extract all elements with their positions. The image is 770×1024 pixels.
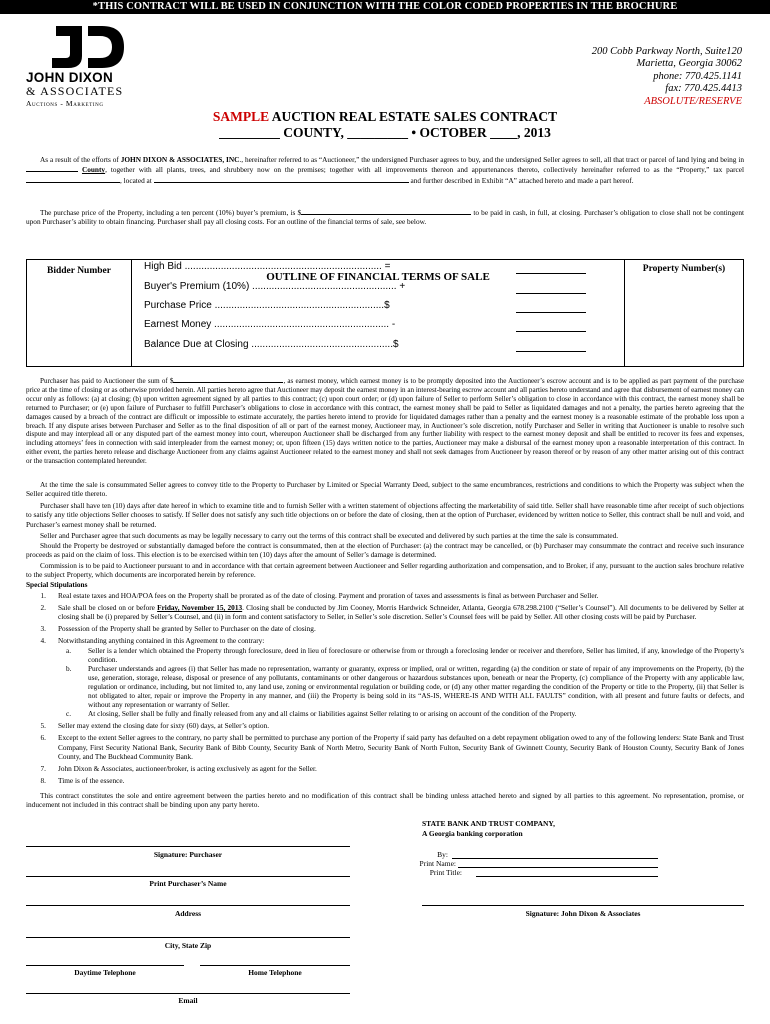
term-row-balance-due — [144, 339, 574, 350]
damage-paragraph: Should the Property be destroyed or substantially damaged before the contract is consummated, then at the election of Purchaser: (a) the contract may be cancelled, or (b) Purchaser may consummate the contract and receive such insurance proceeds as paid on the claim of loss. This election is to be exercised within ten (10) days after the amount of Seller’s damage is determined. — [26, 541, 744, 560]
daytime-phone-label: Daytime Telephone — [74, 968, 136, 977]
bidder-number-cell[interactable] — [27, 260, 132, 367]
item-number: 4. — [40, 636, 46, 646]
subitem-letter: c. — [66, 709, 72, 719]
item-number: 5. — [40, 721, 46, 731]
by-label: By: — [437, 850, 448, 859]
daytime-phone-line[interactable] — [26, 965, 184, 966]
bank-name: STATE BANK AND TRUST COMPANY, — [422, 819, 556, 828]
auction-type: ABSOLUTE/RESERVE — [644, 95, 742, 107]
purchaser-signature-line[interactable] — [26, 846, 350, 847]
buyers-premium-blank[interactable] — [516, 293, 586, 294]
term-row-high-bid — [144, 261, 574, 272]
item-number: 3. — [40, 624, 46, 634]
term-dots: ....................................................................... — [184, 261, 382, 272]
subitem-text: At closing, Seller shall be fully and finally released from any and all claims or liabilities against Seller relating to or arising on account of the condition of the Property. — [88, 709, 577, 719]
earnest-money-blank[interactable] — [516, 331, 586, 332]
top-banner: *THIS CONTRACT WILL BE USED IN CONJUNCTION WITH THE COLOR CODED PROPERTIES IN THE BROCHURE — [0, 0, 770, 14]
location-blank[interactable] — [154, 175, 409, 183]
intro-text-b: ., hereinafter referred to as “Auctioneer,” the undersigned Purchaser agrees to buy, and the undersigned Seller agrees to sell, all that tract or parcel of land lying and being in — [239, 155, 745, 164]
price-text-b: to be paid in cash, in full, at closing. Purchaser’s obligation to close shall not be contingent upon Purchaser’s ability to obtain financing. Purchaser shall pay all closing costs. For an outline of the financial terms of sale, see below. — [26, 208, 744, 227]
stipulation-item — [26, 776, 744, 785]
term-symbol: - — [391, 319, 396, 330]
print-title-line[interactable] — [476, 876, 658, 877]
intro-text-c: , together with all plants, trees, and shrubbery now on the premises; together with all improvements thereon and appurtenances thereto, collectively hereinafter referred to as the “Property,” tax parcel — [105, 165, 744, 175]
term-dots: .................................................... — [252, 281, 397, 292]
term-row-earnest-money — [144, 319, 574, 330]
title-conveyance-paragraph: At the time the sale is consummated Seller agrees to convey title to the Property to Purchaser by Limited or Special Warranty Deed, subject to the same encumbrances, restrictions and conditions to which the Property was subject when the Seller acquired title thereto. — [26, 480, 744, 499]
county-blank[interactable] — [26, 164, 78, 172]
stipulation-item — [26, 721, 744, 730]
item-text: Notwithstanding anything contained in this Agreement to the contrary: — [58, 636, 265, 646]
bidder-number-label: Bidder Number — [47, 266, 111, 276]
item-number: 2. — [40, 603, 46, 613]
bank-print-name-line[interactable] — [458, 867, 658, 868]
property-number-cell[interactable] — [625, 260, 744, 367]
address-line-1: 200 Cobb Parkway North, Suite120 — [591, 46, 742, 57]
print-name-label: Print Purchaser’s Name — [149, 879, 227, 888]
item-text: Seller may extend the closing date for sixty (60) days, at Seller’s option. — [58, 721, 270, 731]
term-label: Balance Due at Closing — [144, 339, 252, 350]
closing-date: Friday, November 15, 2013 — [157, 603, 243, 613]
stipulation-item — [26, 733, 744, 760]
stipulation-item — [26, 591, 744, 600]
item-text: Except to the extent Seller agrees to the contrary, no party shall be permitted to purchase any portion of the Property if said party has defaulted on a debt repayment obligation owed to any of the following lenders: State Bank and Trust Company, First Security National Bank, Security Bank of Bibb County, Security Bank of North Metro, Security Bank of North Fulton, Security Bank of Gwinnett County, Security Bank of Houston County, Security Bank of Jones County, and The Buckhead Community Bank. — [58, 733, 744, 761]
term-symbol: + — [399, 281, 406, 292]
address-label: Address — [174, 909, 202, 918]
stipulation-subitem — [66, 709, 744, 718]
intro-text-d: , located at — [120, 175, 154, 185]
item-number: 8. — [40, 775, 46, 785]
city-label: City, State Zip — [164, 941, 212, 950]
term-symbol: = — [384, 261, 391, 272]
address-phone: phone: 770.425.1141 — [653, 70, 742, 82]
item-text: . Closing shall be conducted by Jim Cooney, Morris Hardwick Schneider, Atlanta, Georgia 678.298.2100 (“Seller’s Counsel”). All documents to be delivered by Seller at closing shall be (i) prepared by Seller’s Counsel, and (ii) in form and content satisfactory to Seller, in Seller’s sole discretion. Seller’s Counsel fees will be paid by Seller. All other closing costs will be paid by Purchaser. — [58, 603, 745, 622]
city-line[interactable] — [26, 937, 350, 938]
item-text: Time is of the essence. — [58, 775, 125, 785]
by-line[interactable] — [452, 858, 658, 859]
high-bid-blank[interactable] — [516, 273, 586, 274]
term-dots: ................................................... — [251, 339, 393, 350]
subitem-letter: b. — [66, 663, 72, 673]
item-text: Real estate taxes and HOA/POA fees on the Property shall be prorated as of the date of closing. Payment and proration of taxes and assessments is final as between Purchaser and Seller. — [58, 591, 599, 601]
address-fax: fax: 770.425.4413 — [665, 83, 742, 95]
term-label: Purchase Price — [144, 300, 215, 311]
jda-signature-label: Signature: John Dixon & Associates — [525, 909, 641, 918]
entire-agreement-paragraph: This contract constitutes the sole and entire agreement between the parties hereto and no modification of this contract shall be binding unless attached hereto and signed by all parties to this agreement. No representation, promise, or inducement not included in this contract shall be binding upon any party hereto. — [26, 791, 744, 810]
stipulation-item — [26, 764, 744, 773]
earnest-money-paragraph — [26, 375, 744, 466]
address-line-2: Marietta, Georgia 30062 — [636, 58, 742, 70]
term-row-buyers-premium — [144, 281, 574, 292]
bank-subtitle: A Georgia banking corporation — [422, 828, 523, 838]
intro-text-a: As a result of the efforts of — [40, 155, 121, 164]
earnest-text-b: , as earnest money, which earnest money is to be promptly deposited into the Auctioneer’s escrow account and is to be applied as part payment of the purchase price at the time of closing or as otherwise provided herein. All parties hereto agree that Auctioneer may deposit the earnest money in an interest-bearing escrow account and all parties hereto understand and agree that disbursement of earnest money can occur only as follows: (a) at closing; (b) upon written agreement signed by all parties to this contract; (c) upon court order; or (d) upon failure of Seller to perform Seller’s obligation to close in accordance with this contract, the earnest money shall be returned to Purchaser; or (e) upon failure of Purchaser to fulfill Purchaser’s obligations to close in accordance with this contract, the earnest money shall be paid to Seller as liquidated damages and not a penalty, the parties hereto agreeing that the damages caused by a breach of the contract are difficult or impossible to estimate accurately, the parties hereto intend to provide for liquidated damages rather than a penalty and the earnest money is a reasonable estimate of the probable loss upon a breach. If any dispute arises between Purchaser and Seller as to the final disposition of all or part of the earnest money, Auctioneer may, in Auctioneer’s sole discretion, notify Purchaser and Seller in writing that Auctioneer is unable to resolve such dispute and may interplead all or any disputed part of the earnest money into court, whereupon Auctioneer shall be discharged from any further liability with respect to the earnest money deposit and shall be entitled to recover its fees and expenses, including attorneys’ fees in connection with said interpleader from the earnest money; or, upon fifteen (15) days written notice to the parties, Auctioneer may make a disbursal of the earnest money upon a reasonable interpretation of this contract. In either event, the parties hereto release and discharge Auctioneer from any claims against Auctioneer related to the earnest money and shall not seek damages from Auctioneer by reason thereof or by reason of any other matter arising out of this contract or the transaction contemplated hereunder. — [26, 377, 744, 466]
term-dots: ............................................................... — [214, 319, 390, 330]
intro-text-e: and further described in Exhibit “A” attached hereto and made a part hereof. — [408, 175, 634, 185]
company-logo — [26, 22, 146, 112]
title-sample: SAMPLE — [212, 109, 270, 124]
email-line[interactable] — [26, 993, 350, 994]
term-symbol: $ — [393, 339, 399, 350]
term-label: Earnest Money — [144, 319, 215, 330]
term-label: High Bid — [144, 261, 185, 272]
home-phone-label: Home Telephone — [248, 968, 302, 977]
stipulation-subitem — [66, 646, 744, 664]
purchaser-signature-label: Signature: Purchaser — [153, 850, 223, 859]
subitem-letter: a. — [66, 645, 72, 655]
company-address — [592, 46, 742, 108]
term-dots: ............................................................. — [214, 300, 385, 311]
title-main: AUCTION REAL ESTATE SALES CONTRACT — [269, 109, 558, 124]
logo-tagline: Auctions - Marketing — [26, 99, 104, 108]
logo-name: JOHN DIXON — [26, 70, 114, 85]
purchase-price-amount-blank[interactable] — [516, 312, 586, 313]
special-stipulations-heading: Special Stipulations — [26, 580, 88, 589]
property-number-label: Property Number(s) — [642, 264, 726, 274]
intro-county: County — [81, 165, 106, 175]
item-text: John Dixon & Associates, auctioneer/broker, is acting exclusively as agent for the Seller. — [58, 763, 317, 773]
purchase-price-blank[interactable] — [301, 207, 471, 215]
term-row-purchase-price — [144, 300, 574, 311]
logo-associates: & ASSOCIATES — [26, 84, 124, 98]
subitem-text: Purchaser understands and agrees (i) that Seller has made no representation, warranty or guaranty, express or implied, oral or written, regarding (a) the condition or state of repair of any improvements on the Property, (b) the use, generation, storage, release, disposal or presence of any pollutants, contaminants or other dangerous or hazardous substances upon, beneath or near the Property, (c) compliance of the Property with any applicable law, regulation or ordinance, including, but not limited to, any land use, zoning or environmental regulation or building code, or (d) any other matter regarding the condition of the Property or title to the Property, (ii) that Seller is not obligated to alter, repair or improve the Property in any manner, and (iii) the Property is being sold in its “AS-IS, WHERE-IS AND WITH ALL FAULTS” condition, with all present and future faults or defects, and without any representation or warranty of Seller. — [88, 663, 744, 710]
intro-paragraph — [26, 155, 744, 185]
intro-firm: JOHN DIXON & ASSOCIATES, INC — [120, 155, 240, 164]
subitem-text: Seller is a lender which obtained the Property through foreclosure, deed in lieu of foreclosure or otherwise from or through a foreclosing lender or receiver and therefore, Seller has limited, if any, knowledge of the Property’s condition. — [88, 645, 744, 664]
stipulation-item — [26, 603, 744, 621]
item-text-pre: Sale shall be closed on or before — [58, 603, 158, 613]
item-number: 6. — [40, 733, 46, 743]
earnest-amount-blank[interactable] — [173, 375, 283, 383]
address-line[interactable] — [26, 905, 350, 906]
tax-parcel-blank[interactable] — [26, 175, 120, 183]
documents-paragraph: Seller and Purchaser agree that such documents as may be legally necessary to carry out the terms of this contract shall be executed and delivered by such parties at the time the sale is consummated. — [40, 531, 619, 540]
email-label: Email — [178, 996, 198, 1005]
terms-outline-title: OUTLINE OF FINANCIAL TERMS OF SALE — [266, 271, 490, 283]
jd-logo-mark — [48, 22, 128, 72]
term-label: Buyer's Premium (10%) — [144, 281, 253, 292]
special-stipulations — [26, 580, 744, 788]
item-number: 1. — [40, 591, 46, 601]
print-name-line[interactable] — [26, 876, 350, 877]
financial-terms-table — [26, 259, 744, 367]
balance-due-blank[interactable] — [516, 351, 586, 352]
bank-print-name-label: Print Name: — [419, 859, 456, 868]
price-text-a: The purchase price of the Property, including a ten percent (10%) buyer’s premium, is $ — [40, 208, 302, 217]
stipulation-item — [26, 636, 744, 645]
jda-signature-line[interactable] — [422, 905, 744, 906]
stipulation-item — [26, 624, 744, 633]
print-title-label: Print Title: — [429, 868, 462, 877]
price-paragraph — [26, 207, 744, 227]
contract-title — [0, 109, 770, 140]
title-examination-paragraph: Purchaser shall have ten (10) days after date hereof in which to examine title and to furnish Seller with a written statement of objections affecting the marketability of said title. Seller shall have reasonable time after receipt of such objections to satisfy any title objections Seller chooses to satisfy. If Seller does not satisfy any such title objections on or before the date of closing, then at the option of Purchaser, evidenced by written notice to Seller, this contract shall be null and void, and Purchaser’s earnest money shall be returned. — [26, 501, 744, 529]
item-text: Possession of the Property shall be granted by Seller to Purchaser on the date of closing. — [58, 624, 316, 634]
commission-paragraph: Commission is to be paid to Auctioneer pursuant to and in accordance with that certain agreement between Auctioneer and Seller regarding authorization and compensation, and to Broker, if any, pursuant to the auction sales brochure relative to the subject Property, which documents are incorporated herein by reference. — [26, 561, 744, 580]
title-county-line: _________ COUNTY, _________ • OCTOBER ____, 2013 — [219, 124, 551, 140]
home-phone-line[interactable] — [200, 965, 350, 966]
terms-outline-cell — [132, 260, 625, 367]
item-number: 7. — [40, 763, 46, 773]
term-symbol: $ — [384, 300, 390, 311]
stipulation-subitem — [66, 664, 744, 709]
earnest-text-a: Purchaser has paid to Auctioneer the sum of $ — [40, 377, 174, 385]
bank-block — [422, 819, 555, 838]
